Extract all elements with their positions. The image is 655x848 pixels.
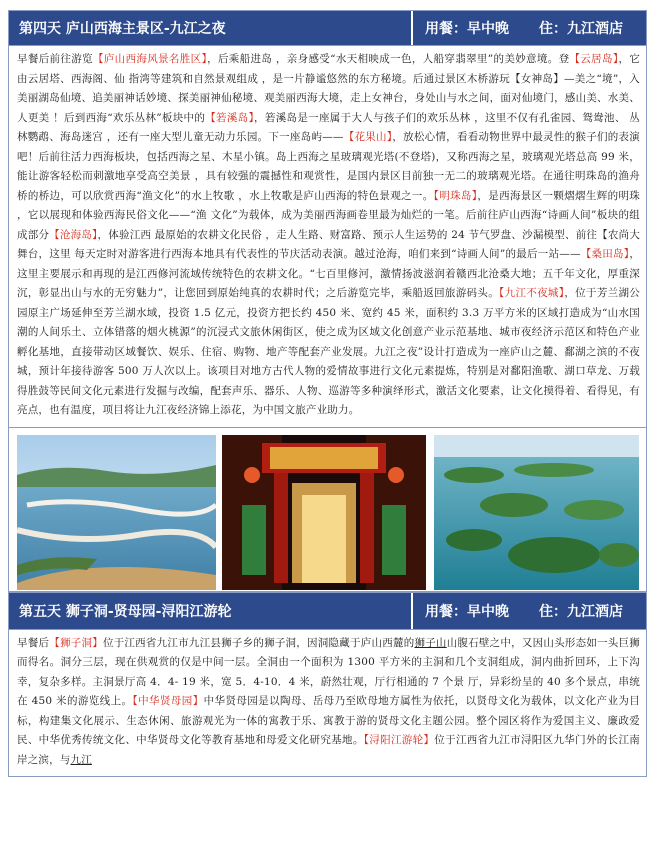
underlined-place: 九江 xyxy=(70,753,92,766)
highlight-attraction: 【中华贤母园】 xyxy=(132,695,204,707)
text-run: ，体验江西 最原始的农耕文化民俗 ，走人生路、财富路、预示人生运势的 24 节气罗盘、沙漏模型、前往【农尚大舞台，这里 每天定时对游客进行西海本地具有代表性的节庆活动表演。越过沧海，咱们来到“诗画人间”的最后一站—— xyxy=(17,228,641,260)
text-run: ，位于芳兰湖公园原主广场延伸至芳兰湖水域，投资 1.5 亿元，投资方把长约 450 米、宽约 45 米，面积约 3.3 万平方米的区域打造成为“山水国潮的人间乐土、立体错落的烟火桃源”的沉浸式文旅休闲街区，使之成为区域文化创意产业示范基地、城市夜经济示范区和特色产业孵化基地，直接带动区域餐饮、娱乐、住宿、购物、地产等配套产业发展。九江之夜”设计打造成为一座庐山之麓、鄱湖之滨的不夜城，预计年接待游客 500 万人次以上。该项目对地方古代人物的爱情故事进行文化元素提炼，特别是对鄱阳渔歌、湖口草龙、万载得胜鼓等民间文化元素进行发掘与改编，配套声乐、器乐、人物、巡游等多种演绎形式，激活文化要素，让文化摸得着、看得见，有亮点，也有温度，项目将让九江夜经济锦上添花，为中国文旅产业助力。 xyxy=(17,287,641,416)
text-run: 中华贤母园是以陶母、岳母乃至欧母地方属性为依托，以贤母文化为载体，以文化产业为目标，构建集文化展示、生态休闲、旅游观光为一体的寓教于乐、寓教于游的贤母文化主题公园。整个园区将作为爱国主义、廉政爱民、中华优秀传统文化、中华贤母文化等教育基地和母爱文化研究基地。 xyxy=(17,695,640,746)
day5-title: 第五天 狮子洞-贤母园-浔阳江游轮 xyxy=(9,593,413,629)
highlight-attraction: 【沧海岛】 xyxy=(49,228,98,241)
text-run: ，放松心情，看看动物世界中最灵性的猴子们的表演吧！后前往活力西海板块，包括西海之星、木星小镇。岛上西海之星玻璃观光塔(不登塔)，又称西海之星，玻璃观光塔总高 99 米，能让游客轻松而刺激地享受高空美景 ，具有较强的震撼性和观赏性，是国内景区目前独一无二的玻璃观光塔。在通往明珠岛的渔舟桥的桥边，可以欣赏西海“渔文化”的水上牧歌 ，水上牧歌是庐山西海的特色景观之一。 xyxy=(17,131,640,202)
photo-row xyxy=(8,428,647,592)
text-run: ，这里主要展示和再现的是江西修河流域传统特色的农耕文化。“七百里修河，激情扬波滋润着赣西北沧桑大地；五千年文化，厚重深沉，彰显出山与水的无穷魅力”，让您回到原始纯真的农耕时代；之后游览完毕，乘船返回旅游码头。 xyxy=(17,248,641,299)
text-run: 位于江西省九江市浔阳区九华门外的长江南岸之滨，与 xyxy=(17,734,640,766)
text-run: ，箬溪岛是一座属于大人与孩子们的欢乐丛林 ，这里不仅有孔雀园、鸳鸯池、 丛林鹦鹉、海岛迷宫 ，还有一座大型儿童无动力乐园。下一座岛屿—— xyxy=(17,111,640,143)
night-city-gate-photo xyxy=(222,435,426,590)
text-run: ，是西海景区一颗熠熠生辉的明珠 ，它以展现和体验西海民俗文化——“渔 文化”为载体，成为美丽西海画卷里最为灿烂的一笔。后前往庐山西海“诗画人间”板块的组成部分 xyxy=(17,189,641,241)
day4-meta xyxy=(413,11,646,45)
day5-description xyxy=(8,630,647,778)
text-run: 山腹石壁之中，又因山头形态如一头巨狮而得名。洞分三层，现在供观赏的仅是中间一层。全洞由一个面积为 1300 平方米的主洞和几个支洞组成，洞内曲折回环，上下沟幸，复杂多样。主洞景厅高 4．4- 19 米，宽 5．4-10．4 米，蔚然壮观，厅行相通的 7 个景 厅，异彩纷呈的 40 多个景点，串统在 450 米的游览线上。 xyxy=(17,636,640,707)
text-run: 早餐后前往游览 xyxy=(17,53,93,65)
highlight-attraction: 【桑田岛】 xyxy=(580,248,630,260)
highlight-attraction: 【花果山】 xyxy=(343,131,393,143)
highlight-attraction: 【云居岛】 xyxy=(569,53,619,65)
islands-lake-photo xyxy=(434,435,639,590)
day4-header xyxy=(8,10,647,46)
day5-meta xyxy=(413,593,646,629)
highlight-attraction: 【明珠岛】 xyxy=(433,189,478,202)
text-run: ，它由云居塔、西海阁、仙 指湾等建筑和自然景观组成 ，是一片静谧悠然的东方秘境。后通过景区木桥游玩【女神岛】—美之“境”，入美丽湖岛仙境、追美丽神话妙境、探美丽神仙秘境、观美丽西海大境，走上女神台，身处山与水之间，面对仙境门，感山美、水美、人更美 ！后到西海“欢乐丛林”板块中的 xyxy=(17,53,641,124)
text-run: ，后乘船进岛 ，亲身感受“水天相映成一色，人船穿翡翠里”的美妙意境。登 xyxy=(207,53,570,65)
day5-meals: 用餐：早中晚 xyxy=(425,603,509,620)
text-run: 早餐后 xyxy=(17,636,50,649)
itinerary-page xyxy=(8,10,647,777)
day5-hotel: 住：九江酒店 xyxy=(539,603,623,620)
highlight-attraction: 【九江不夜城】 xyxy=(499,287,565,299)
underlined-place: 狮子山 xyxy=(414,636,447,649)
day5-header xyxy=(8,592,647,630)
highlight-attraction: 【箬溪岛】 xyxy=(205,111,255,124)
highlight-attraction: 【庐山西海风景名胜区】 xyxy=(92,53,208,65)
day4-description xyxy=(8,46,647,428)
day4-meals: 用餐：早中晚 xyxy=(425,21,509,37)
text-run: 位于江西省九江市九江县狮子乡的狮子洞，因洞隐藏于庐山西麓的 xyxy=(102,636,415,649)
lake-bridge-photo xyxy=(17,435,216,590)
highlight-attraction: 【狮子洞】 xyxy=(49,636,103,649)
highlight-attraction: 【浔阳江游轮】 xyxy=(363,734,435,746)
day4-title: 第四天 庐山西海主景区-九江之夜 xyxy=(9,11,413,45)
day4-hotel: 住：九江酒店 xyxy=(539,21,623,37)
